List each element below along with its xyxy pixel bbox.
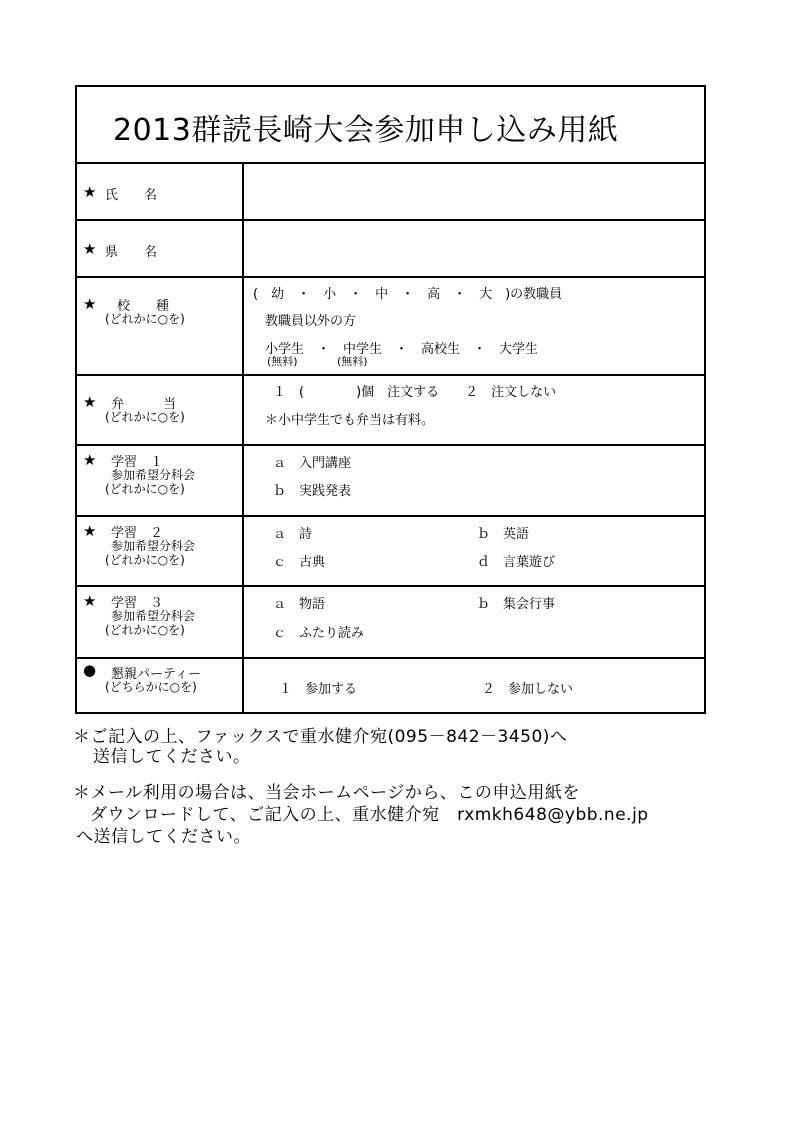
row-study-1-label-cell	[77, 446, 244, 515]
free-note-elementary: (無料)	[267, 355, 298, 368]
row-study-3	[77, 587, 704, 659]
fax-note-line-2: 送信してください。	[93, 747, 251, 767]
star-icon: ★	[83, 295, 97, 313]
school-option-students[interactable]: 小学生 ・ 中学生 ・ 高校生 ・ 大学生	[265, 342, 539, 357]
study-2-option-a[interactable]: ａ 詩	[273, 527, 313, 542]
party-option-decline[interactable]: ２ 参加しない	[482, 682, 574, 697]
study-2-instruction: (どれかに○を)	[105, 553, 185, 567]
study-1-label: 学習 １	[111, 455, 164, 470]
school-option-staff[interactable]: ( 幼 ・ 小 ・ 中 ・ 高 ・ 大 )の教職員	[253, 287, 563, 302]
bento-order-options[interactable]: １ ( )個 注文する ２ 注文しない	[273, 385, 557, 400]
row-prefecture-label-cell	[77, 221, 244, 276]
study-3-sublabel: 参加希望分科会	[111, 609, 196, 623]
name-label: 氏 名	[105, 188, 158, 203]
name-field[interactable]	[244, 164, 704, 219]
star-icon: ★	[83, 522, 97, 540]
bento-instruction: (どれかに○を)	[105, 410, 185, 424]
study-3-instruction: (どれかに○を)	[105, 623, 185, 637]
party-option-attend[interactable]: １ 参加する	[279, 682, 358, 697]
mail-note-line-1: ＊メール利用の場合は、当会ホームページから、この申込用紙を	[73, 783, 580, 803]
row-party	[77, 659, 704, 712]
star-icon: ★	[83, 183, 97, 201]
study-3-label: 学習 ３	[111, 596, 164, 611]
school-option-non-staff[interactable]: 教職員以外の方	[265, 314, 357, 329]
row-study-2-label-cell	[77, 517, 244, 585]
study-2-option-d[interactable]: ｄ 言葉遊び	[477, 555, 556, 570]
form-title: 2013群読長崎大会参加申し込み用紙	[113, 113, 619, 148]
study-3-option-b[interactable]: ｂ 集会行事	[477, 597, 556, 612]
free-note-junior-high: (無料)	[337, 355, 368, 368]
school-type-instruction: (どれかに○を)	[105, 312, 185, 326]
prefecture-label: 県 名	[105, 245, 158, 260]
star-icon: ★	[83, 240, 97, 258]
study-2-option-b[interactable]: ｂ 英語	[477, 527, 530, 542]
application-form	[75, 85, 706, 714]
party-label: 懇親パーティー	[111, 667, 201, 682]
star-icon: ★	[83, 451, 97, 469]
row-prefecture	[77, 221, 704, 278]
study-1-option-a[interactable]: ａ 入門講座	[273, 456, 352, 471]
party-instruction: (どちらかに○を)	[105, 680, 197, 694]
bento-note: ＊小中学生でも弁当は有料。	[265, 413, 435, 428]
row-school-type	[77, 278, 704, 376]
school-type-label: 校 種	[117, 299, 170, 314]
study-2-option-c[interactable]: ｃ 古典	[273, 555, 326, 570]
row-study-2	[77, 517, 704, 587]
row-bento	[77, 376, 704, 446]
star-icon: ★	[83, 592, 97, 610]
prefecture-field[interactable]	[244, 221, 704, 276]
study-1-option-b[interactable]: ｂ 実践発表	[273, 484, 352, 499]
study-3-option-c[interactable]: ｃ ふたり読み	[273, 626, 365, 641]
star-icon: ★	[83, 393, 97, 411]
row-study-1	[77, 446, 704, 517]
study-1-instruction: (どれかに○を)	[105, 482, 185, 496]
study-1-sublabel: 参加希望分科会	[111, 468, 196, 482]
row-party-label-cell	[77, 659, 244, 712]
row-study-3-label-cell	[77, 587, 244, 657]
bento-label: 弁 当	[111, 397, 177, 412]
mail-note-line-2: ダウンロードして、ご記入の上、重水健介宛 rxmkh648@ybb.ne.jp	[90, 805, 649, 825]
form-title-cell	[77, 87, 704, 164]
row-name	[77, 164, 704, 221]
study-2-label: 学習 ２	[111, 526, 164, 541]
row-name-label-cell	[77, 164, 244, 219]
mail-note-line-3: へ送信してください。	[76, 827, 251, 847]
row-bento-label-cell	[77, 376, 244, 444]
row-school-type-label-cell	[77, 278, 244, 374]
study-3-option-a[interactable]: ａ 物語	[273, 597, 326, 612]
study-2-sublabel: 参加希望分科会	[111, 539, 196, 553]
fax-note-line-1: ＊ご記入の上、ファックスで重水健介宛(095－842－3450)へ	[73, 727, 568, 747]
bullet-icon: ●	[83, 661, 97, 679]
